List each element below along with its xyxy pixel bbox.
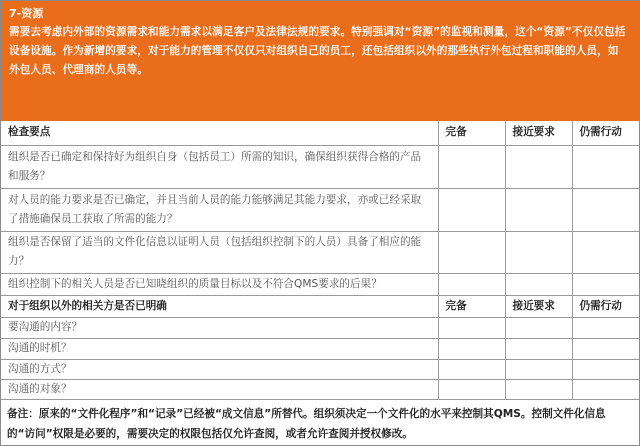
table-row <box>1 359 639 379</box>
column-header-checkpoint: 检查要点 <box>1 121 438 145</box>
section-banner <box>1 1 639 121</box>
checkpoint-text: 沟通的时机？ <box>1 338 438 359</box>
checkpoint-text: 沟通的方式？ <box>1 359 438 379</box>
checkpoint-text: 组织是否已确定和保持好为组织自身（包括员工）所需的知识，确保组织获得合格的产品和服务？ <box>1 145 438 188</box>
column-header-near-requirement: 接近要求 <box>505 295 572 317</box>
cell-complete[interactable] <box>438 379 505 399</box>
table-section-header-row <box>1 295 639 317</box>
cell-complete[interactable] <box>438 273 505 295</box>
cell-complete[interactable] <box>438 338 505 359</box>
column-header-complete: 完备 <box>438 121 505 145</box>
cell-action-needed[interactable] <box>572 359 639 379</box>
checkpoint-text: 对人员的能力要求是否已确定，并且当前人员的能力能够满足其能力要求，亦或已经采取了措施确保员工获取了所需的能力？ <box>1 188 438 231</box>
checklist-table <box>1 121 639 400</box>
section-description: 需要去考虑内外部的资源需求和能力需求以满足客户及法律法规的要求。特别强调对“资源”的监视和测量，这个“资源”不仅仅包括设备设施。作为新增的要求，对于能力的管理不仅仅只对组织自己的员工，还包括组织以外的那些执行外包过程和职能的人员，如外包人员、代理商的人员等。 <box>9 26 626 76</box>
checkpoint-text: 组织是否保留了适当的文件化信息以证明人员（包括组织控制下的人员）具备了相应的能力？ <box>1 231 438 273</box>
checkpoint-text: 要沟通的内容？ <box>1 317 438 338</box>
cell-near-requirement[interactable] <box>505 359 572 379</box>
cell-complete[interactable] <box>438 231 505 273</box>
table-row <box>1 145 639 188</box>
cell-action-needed[interactable] <box>572 379 639 399</box>
cell-action-needed[interactable] <box>572 338 639 359</box>
cell-near-requirement[interactable] <box>505 188 572 231</box>
cell-near-requirement[interactable] <box>505 379 572 399</box>
cell-near-requirement[interactable] <box>505 145 572 188</box>
cell-near-requirement[interactable] <box>505 273 572 295</box>
checkpoint-text: 沟通的对象？ <box>1 379 438 399</box>
footnote-remark: 备注：原来的“文件化程序”和“记录”已经被“成文信息”所替代。组织须决定一个文件化的水平来控制其QMS。控制文件化信息的“访问”权限是必要的，需要决定的权限包括仅允许查阅，或者允许查阅并授权修改。 <box>1 399 639 445</box>
cell-action-needed[interactable] <box>572 273 639 295</box>
table-row <box>1 379 639 399</box>
cell-complete[interactable] <box>438 359 505 379</box>
cell-action-needed[interactable] <box>572 145 639 188</box>
column-header-near-requirement: 接近要求 <box>505 121 572 145</box>
cell-near-requirement[interactable] <box>505 317 572 338</box>
table-row <box>1 338 639 359</box>
table-row <box>1 231 639 273</box>
column-header-action-needed: 仍需行动 <box>572 121 639 145</box>
table-header-row <box>1 121 639 145</box>
table-row <box>1 317 639 338</box>
section-title: 7-资源 <box>9 7 44 20</box>
column-header-complete: 完备 <box>438 295 505 317</box>
cell-near-requirement[interactable] <box>505 338 572 359</box>
cell-complete[interactable] <box>438 317 505 338</box>
cell-action-needed[interactable] <box>572 188 639 231</box>
table-row <box>1 188 639 231</box>
table-row <box>1 273 639 295</box>
cell-action-needed[interactable] <box>572 317 639 338</box>
cell-action-needed[interactable] <box>572 231 639 273</box>
checkpoint-text: 组织控制下的相关人员是否已知晓组织的质量目标以及不符合QMS要求的后果？ <box>1 273 438 295</box>
section-header-external-parties: 对于组织以外的相关方是否已明确 <box>1 295 438 317</box>
cell-near-requirement[interactable] <box>505 231 572 273</box>
column-header-action-needed: 仍需行动 <box>572 295 639 317</box>
cell-complete[interactable] <box>438 188 505 231</box>
cell-complete[interactable] <box>438 145 505 188</box>
